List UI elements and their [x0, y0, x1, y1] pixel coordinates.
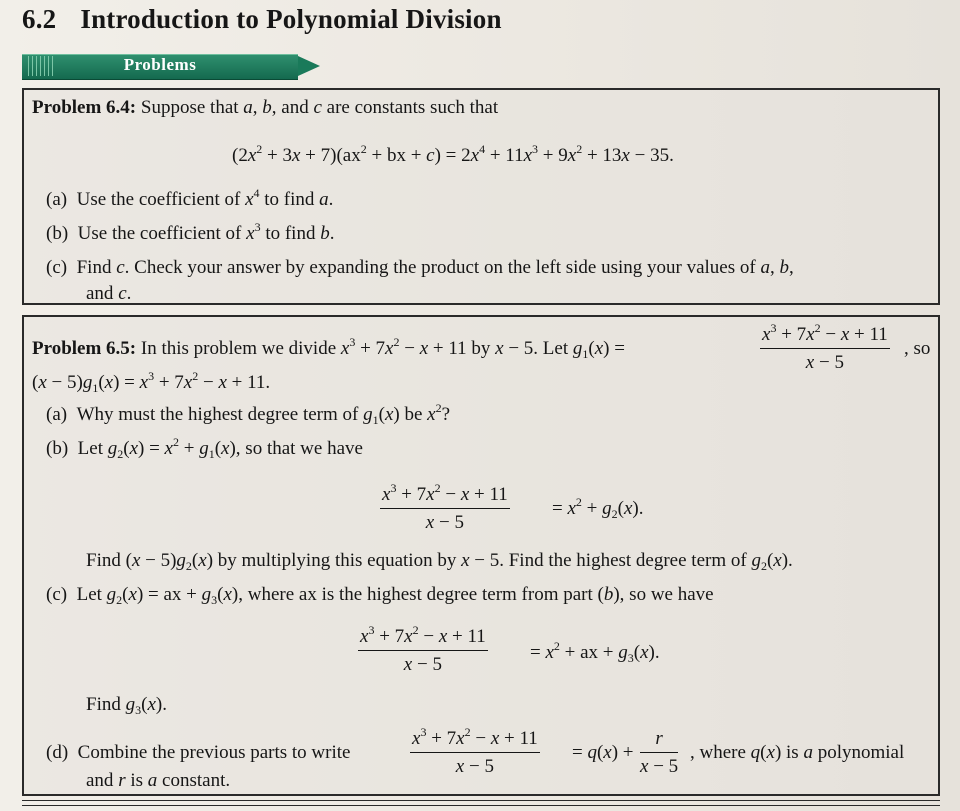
part-d-cont: and r is a constant.	[86, 770, 231, 791]
problem-6-5-so: , so	[904, 338, 931, 359]
part-d-fraction: $x^3 + 7x^2 - x + 11$ x − 5	[412, 725, 538, 777]
problem-6-4-part-c-cont: and c.	[86, 283, 132, 304]
part-b-tag: (b)	[46, 223, 69, 244]
bottom-rule-thin	[22, 805, 940, 806]
section-title: Introduction to Polynomial Division	[80, 4, 502, 34]
problem-6-4-box	[22, 88, 940, 305]
part-c-find: Find $g_3(x)$.	[86, 694, 167, 717]
part-d-tail: , where q(x) is a polynomial	[690, 742, 905, 763]
part-d-remainder-fraction: r x − 5	[640, 728, 679, 777]
problem-6-5-part-d: (d) Combine the previous parts to write	[46, 742, 351, 763]
problem-6-4-equation: $(2x^2 + 3x + 7)(ax^2$ + bx + $c) = 2x^4 + 11x^3 + 9x^2 + 13x - 35$.	[232, 142, 674, 166]
problem-6-4-part-a: (a) Use the coefficient of $x^4$ to find a.	[46, 186, 334, 210]
problem-6-5-intro: Problem 6.5: In this problem we divide $x^3 + 7x^2 - x + 11$ by x − 5. Let $g_1(x)$ =	[32, 335, 625, 361]
problem-6-4-intro	[32, 96, 498, 120]
problem-6-4-label: Problem 6.4:	[32, 97, 137, 118]
g1-fraction: $x^3 + 7x^2 - x + 11$ x − 5	[762, 321, 888, 373]
section-number: 6.2	[22, 4, 57, 34]
problem-6-5-label: Problem 6.5:	[32, 338, 137, 359]
part-d-eq: = q(x) +	[572, 742, 634, 763]
bottom-rule	[22, 800, 940, 801]
problem-6-5-part-c: (c) Let $g_2(x)$ = ax + $g_3(x)$, where ax is the highest degree term from part (b), so we have	[46, 584, 714, 607]
part-b-rhs: = $x^2 + g_2(x)$.	[552, 495, 644, 521]
problem-6-5-part-b: (b) Let $g_2(x) = x^2 + g_1(x)$, so that we have	[46, 435, 363, 461]
banner-label: Problems	[123, 55, 197, 74]
part-c-rhs: = $x^2$ + ax + $g_3(x)$.	[530, 639, 660, 665]
problem-6-5-line2: $(x - 5)g_1(x) = x^3 + 7x^2 - x + 11$.	[32, 369, 271, 395]
part-b-find: Find $(x - 5)g_2(x)$ by multiplying this equation by x − 5. Find the highest degree term of $g_2(x)$.	[86, 550, 793, 573]
part-b-fraction: $x^3 + 7x^2 - x + 11$ x − 5	[382, 481, 508, 533]
problems-banner	[22, 52, 322, 80]
banner-arrow-icon	[298, 56, 320, 76]
problem-6-5-box	[22, 315, 940, 796]
problem-6-4-part-c: (c) Find c. Check your answer by expanding the product on the left side using your values of a, b,	[46, 257, 794, 278]
section-heading	[22, 4, 502, 35]
problem-6-5-part-a: (a) Why must the highest degree term of $g_1(x)$ be $x^2$?	[46, 401, 451, 427]
part-c-tag: (c)	[46, 257, 68, 278]
part-c-fraction: $x^3 + 7x^2 - x + 11$ x − 5	[360, 623, 486, 675]
problem-6-4-part-b: (b) Use the coefficient of $x^3$ to find b.	[46, 220, 335, 244]
part-a-tag: (a)	[46, 189, 68, 210]
problem-6-4-intro-text: Suppose that a, b, and c are constants such that	[140, 97, 499, 118]
